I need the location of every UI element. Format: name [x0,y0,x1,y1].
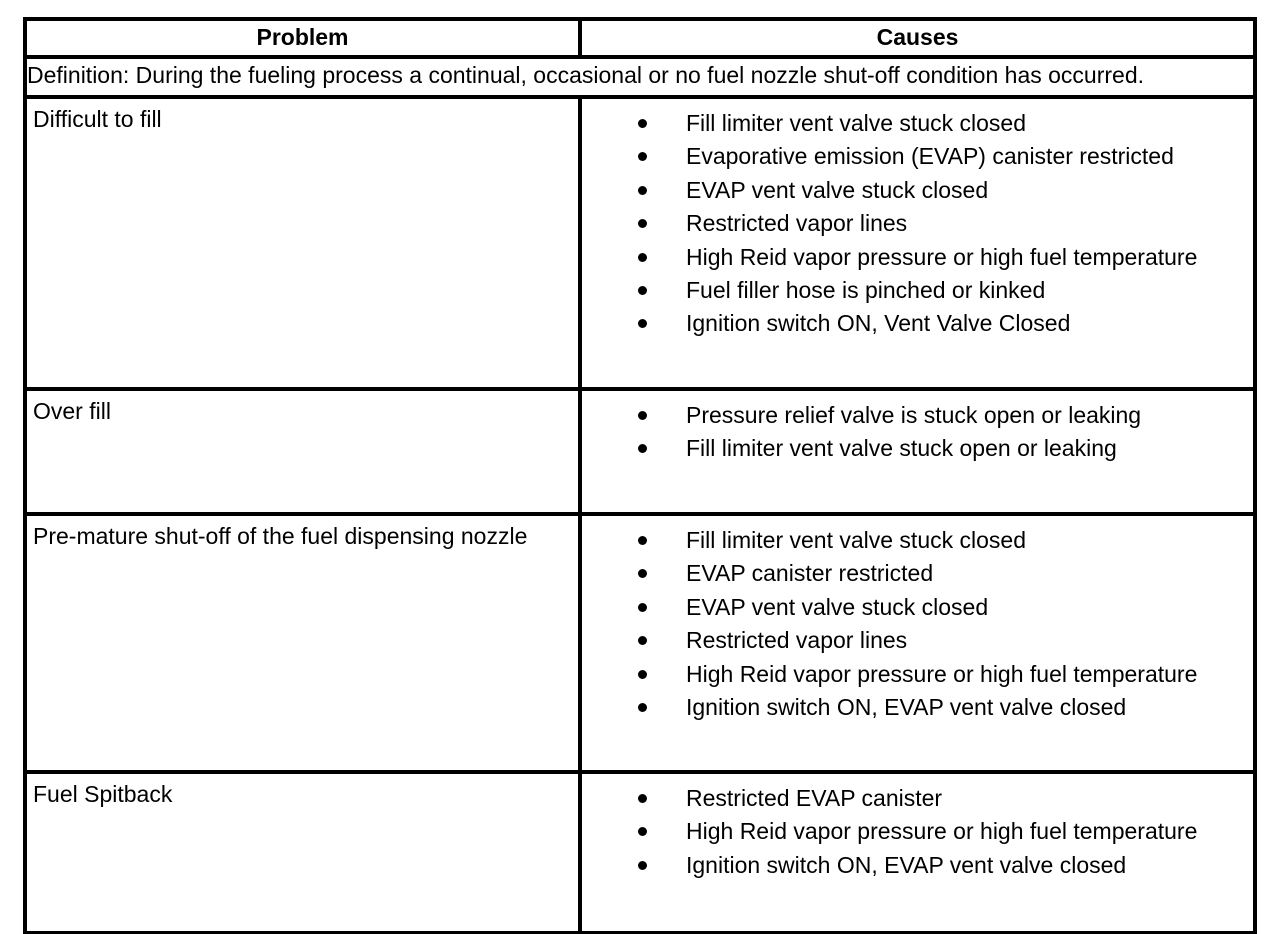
diagnostic-table [23,17,1257,934]
cause-item: Pressure relief valve is stuck open or leaking [582,399,1253,432]
problem-cell: Over fill [25,389,580,514]
cause-item: Ignition switch ON, EVAP vent valve closed [582,849,1253,882]
definition-row [25,57,1255,97]
table-row [25,97,1255,389]
cause-item: Fill limiter vent valve stuck open or leaking [582,432,1253,465]
causes-column-header: Causes [580,19,1255,57]
cause-item: Evaporative emission (EVAP) canister restricted [582,140,1253,173]
cause-item: Fuel filler hose is pinched or kinked [582,274,1253,307]
causes-cell [580,389,1255,514]
cause-item: Ignition switch ON, EVAP vent valve closed [582,691,1253,724]
cause-item: EVAP vent valve stuck closed [582,174,1253,207]
cause-item: Restricted vapor lines [582,624,1253,657]
causes-list [582,524,1253,724]
cause-item: High Reid vapor pressure or high fuel temperature [582,658,1253,691]
cause-item: Ignition switch ON, Vent Valve Closed [582,307,1253,340]
table-row [25,389,1255,514]
causes-list [582,399,1253,466]
causes-cell [580,97,1255,389]
cause-item: Fill limiter vent valve stuck closed [582,524,1253,557]
causes-cell [580,514,1255,772]
causes-cell [580,772,1255,933]
cause-item: Restricted vapor lines [582,207,1253,240]
cause-item: Restricted EVAP canister [582,782,1253,815]
cause-item: High Reid vapor pressure or high fuel temperature [582,815,1253,848]
problem-cell: Difficult to fill [25,97,580,389]
table-row [25,514,1255,772]
causes-list [582,107,1253,341]
cause-item: EVAP vent valve stuck closed [582,591,1253,624]
problem-cell: Pre-mature shut-off of the fuel dispensing nozzle [25,514,580,772]
table-row [25,772,1255,933]
causes-list [582,782,1253,882]
problem-cell: Fuel Spitback [25,772,580,933]
cause-item: Fill limiter vent valve stuck closed [582,107,1253,140]
definition-text: Definition: During the fueling process a continual, occasional or no fuel nozzle shut-off condition has occurred. [25,57,1255,97]
cause-item: EVAP canister restricted [582,557,1253,590]
header-row [25,19,1255,57]
cause-item: High Reid vapor pressure or high fuel temperature [582,241,1253,274]
problem-column-header: Problem [25,19,580,57]
